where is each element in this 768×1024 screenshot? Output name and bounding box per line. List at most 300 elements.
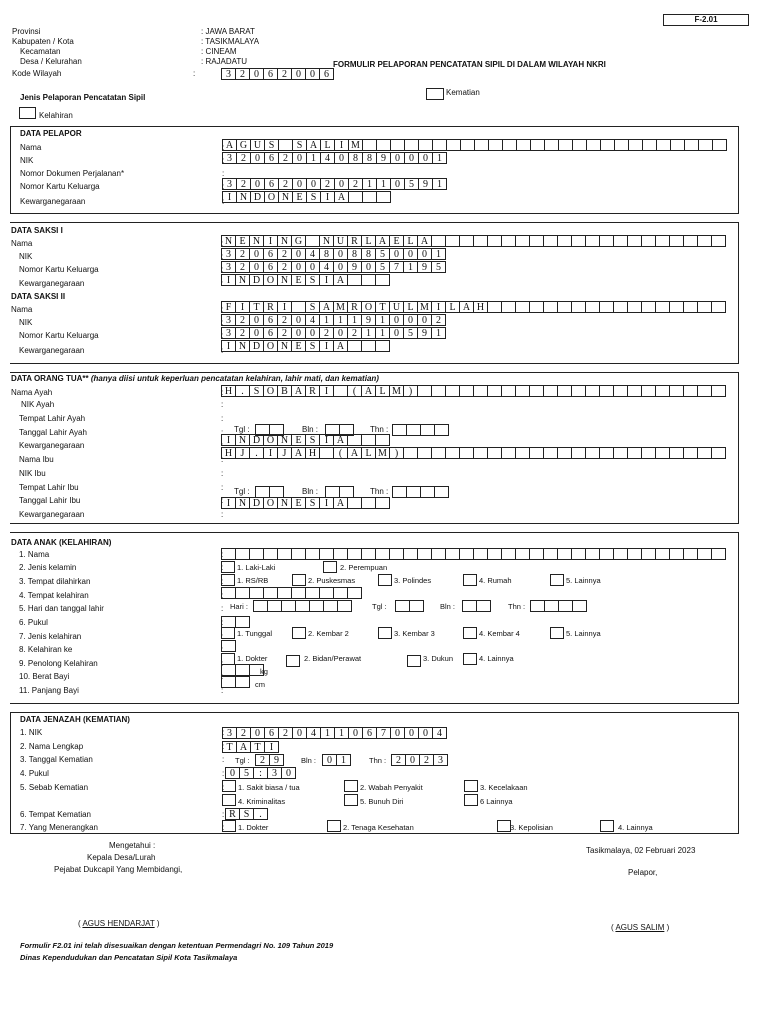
char-cell[interactable]: 5 <box>432 261 446 273</box>
char-cell[interactable]: 9 <box>419 178 433 190</box>
char-cell[interactable] <box>698 447 712 459</box>
char-cell[interactable]: T <box>250 301 264 313</box>
char-cell[interactable]: S <box>293 139 307 151</box>
char-cell[interactable]: 4 <box>321 152 335 164</box>
char-cell[interactable]: 2 <box>278 314 292 326</box>
char-cell[interactable] <box>474 548 488 560</box>
char-cell[interactable] <box>517 139 531 151</box>
char-cell[interactable]: M <box>334 301 348 313</box>
char-cell[interactable]: S <box>306 274 320 286</box>
sebab-lainnya-box[interactable] <box>464 794 478 806</box>
char-cell[interactable]: 2 <box>348 327 362 339</box>
char-cell[interactable]: 0 <box>306 327 320 339</box>
char-cell[interactable]: 0 <box>292 261 306 273</box>
char-cell[interactable] <box>376 548 390 560</box>
char-cell[interactable] <box>279 139 293 151</box>
char-cell[interactable]: 6 <box>264 261 278 273</box>
char-cell[interactable]: J <box>278 447 292 459</box>
char-cell[interactable]: 6 <box>264 248 278 260</box>
char-cell[interactable]: 3 <box>223 727 237 739</box>
char-cell[interactable]: 0 <box>419 152 433 164</box>
char-cell[interactable]: I <box>264 235 278 247</box>
jenis-kembar4-box[interactable] <box>463 627 477 639</box>
menerangkan-polisi-box[interactable] <box>497 820 511 832</box>
char-cell[interactable]: I <box>320 385 334 397</box>
char-cell[interactable] <box>628 301 642 313</box>
char-cell[interactable] <box>407 486 421 498</box>
char-cell[interactable]: R <box>306 385 320 397</box>
char-cell[interactable] <box>698 235 712 247</box>
char-cell[interactable]: 2 <box>236 314 250 326</box>
char-cell[interactable]: T <box>376 301 390 313</box>
char-cell[interactable]: M <box>418 301 432 313</box>
char-cell[interactable]: D <box>250 274 264 286</box>
char-cell[interactable] <box>614 447 628 459</box>
char-cell[interactable]: 8 <box>363 152 377 164</box>
penolong-lainnya-box[interactable] <box>463 653 477 665</box>
char-cell[interactable]: T <box>251 741 265 753</box>
nama-ayah-field[interactable] <box>221 385 726 397</box>
char-cell[interactable]: 8 <box>362 248 376 260</box>
berat-bayi-field[interactable] <box>221 664 264 676</box>
pelapor-nama-field[interactable] <box>222 139 727 151</box>
char-cell[interactable] <box>489 139 503 151</box>
char-cell[interactable]: 2 <box>237 178 251 190</box>
char-cell[interactable] <box>488 235 502 247</box>
char-cell[interactable] <box>530 385 544 397</box>
char-cell[interactable] <box>391 139 405 151</box>
char-cell[interactable] <box>558 235 572 247</box>
char-cell[interactable] <box>334 548 348 560</box>
char-cell[interactable]: D <box>251 191 265 203</box>
jenis-kembar2-box[interactable] <box>292 627 306 639</box>
char-cell[interactable] <box>488 447 502 459</box>
char-cell[interactable]: 0 <box>307 178 321 190</box>
char-cell[interactable] <box>396 600 410 612</box>
char-cell[interactable]: 8 <box>349 152 363 164</box>
char-cell[interactable]: 1 <box>432 248 446 260</box>
char-cell[interactable] <box>376 434 390 446</box>
char-cell[interactable]: O <box>264 497 278 509</box>
panjang-bayi-field[interactable] <box>221 676 250 688</box>
char-cell[interactable]: 6 <box>264 314 278 326</box>
char-cell[interactable] <box>264 548 278 560</box>
char-cell[interactable]: I <box>222 274 236 286</box>
char-cell[interactable]: N <box>236 497 250 509</box>
saksi1-nama-field[interactable] <box>221 235 726 247</box>
char-cell[interactable] <box>362 434 376 446</box>
char-cell[interactable] <box>236 676 250 688</box>
char-cell[interactable] <box>670 385 684 397</box>
char-cell[interactable] <box>531 139 545 151</box>
char-cell[interactable]: . <box>254 808 268 820</box>
char-cell[interactable] <box>405 139 419 151</box>
char-cell[interactable]: I <box>222 340 236 352</box>
char-cell[interactable]: F <box>222 301 236 313</box>
char-cell[interactable]: . <box>236 385 250 397</box>
char-cell[interactable]: N <box>278 497 292 509</box>
char-cell[interactable]: O <box>264 274 278 286</box>
char-cell[interactable]: 6 <box>363 727 377 739</box>
char-cell[interactable]: A <box>292 447 306 459</box>
char-cell[interactable] <box>393 486 407 498</box>
char-cell[interactable] <box>348 340 362 352</box>
sebab-sakit-box[interactable] <box>222 780 236 792</box>
char-cell[interactable]: O <box>264 340 278 352</box>
char-cell[interactable] <box>407 424 421 436</box>
tempat-puskesmas-box[interactable] <box>292 574 306 586</box>
char-cell[interactable]: N <box>250 235 264 247</box>
char-cell[interactable]: 9 <box>348 261 362 273</box>
char-cell[interactable]: 0 <box>251 178 265 190</box>
char-cell[interactable]: G <box>292 235 306 247</box>
char-cell[interactable] <box>670 301 684 313</box>
char-cell[interactable]: 4 <box>306 314 320 326</box>
char-cell[interactable] <box>320 447 334 459</box>
char-cell[interactable] <box>264 587 278 599</box>
char-cell[interactable]: 4 <box>306 248 320 260</box>
jk-perempuan-box[interactable] <box>323 561 337 573</box>
char-cell[interactable] <box>642 301 656 313</box>
char-cell[interactable] <box>349 191 363 203</box>
char-cell[interactable] <box>376 340 390 352</box>
char-cell[interactable]: 0 <box>390 248 404 260</box>
kode-wilayah-grid[interactable] <box>221 68 334 80</box>
char-cell[interactable] <box>463 600 477 612</box>
char-cell[interactable]: A <box>334 434 348 446</box>
char-cell[interactable] <box>628 235 642 247</box>
char-cell[interactable]: 0 <box>293 178 307 190</box>
char-cell[interactable]: N <box>237 191 251 203</box>
penolong-dukun-box[interactable] <box>407 655 421 667</box>
char-cell[interactable] <box>446 235 460 247</box>
char-cell[interactable]: T <box>223 741 237 753</box>
char-cell[interactable] <box>363 191 377 203</box>
char-cell[interactable]: 9 <box>362 314 376 326</box>
char-cell[interactable] <box>292 587 306 599</box>
char-cell[interactable]: 5 <box>376 261 390 273</box>
char-cell[interactable] <box>684 301 698 313</box>
char-cell[interactable] <box>601 139 615 151</box>
char-cell[interactable]: ) <box>404 385 418 397</box>
char-cell[interactable] <box>614 301 628 313</box>
char-cell[interactable]: N <box>222 235 236 247</box>
char-cell[interactable] <box>502 385 516 397</box>
char-cell[interactable] <box>615 139 629 151</box>
char-cell[interactable]: 6 <box>264 68 278 80</box>
char-cell[interactable] <box>544 548 558 560</box>
char-cell[interactable]: 1 <box>377 178 391 190</box>
char-cell[interactable] <box>222 587 236 599</box>
char-cell[interactable]: U <box>390 301 404 313</box>
saksi1-nik-field[interactable] <box>221 248 446 260</box>
char-cell[interactable]: N <box>236 340 250 352</box>
char-cell[interactable]: 9 <box>377 152 391 164</box>
char-cell[interactable] <box>545 139 559 151</box>
char-cell[interactable] <box>362 548 376 560</box>
char-cell[interactable] <box>600 385 614 397</box>
char-cell[interactable] <box>222 548 236 560</box>
char-cell[interactable] <box>643 139 657 151</box>
char-cell[interactable]: 2 <box>321 178 335 190</box>
anak-nama-field[interactable] <box>221 548 726 560</box>
jenazah-nama-field[interactable] <box>222 741 279 753</box>
char-cell[interactable]: 2 <box>278 248 292 260</box>
char-cell[interactable] <box>600 235 614 247</box>
char-cell[interactable]: L <box>446 301 460 313</box>
char-cell[interactable] <box>502 548 516 560</box>
char-cell[interactable]: 1 <box>433 178 447 190</box>
penolong-bidan-box[interactable] <box>286 655 300 667</box>
char-cell[interactable] <box>222 664 236 676</box>
char-cell[interactable] <box>447 139 461 151</box>
tempat-rumah-box[interactable] <box>463 574 477 586</box>
char-cell[interactable] <box>642 235 656 247</box>
char-cell[interactable] <box>236 587 250 599</box>
char-cell[interactable] <box>558 385 572 397</box>
char-cell[interactable] <box>362 340 376 352</box>
char-cell[interactable] <box>419 139 433 151</box>
char-cell[interactable]: I <box>236 301 250 313</box>
char-cell[interactable]: 0 <box>404 248 418 260</box>
char-cell[interactable] <box>236 664 250 676</box>
char-cell[interactable]: 3 <box>268 767 282 779</box>
char-cell[interactable]: R <box>348 301 362 313</box>
char-cell[interactable]: O <box>265 191 279 203</box>
char-cell[interactable] <box>600 301 614 313</box>
nama-ibu-field[interactable] <box>221 447 726 459</box>
char-cell[interactable]: I <box>321 191 335 203</box>
wn-ibu-field[interactable] <box>221 497 390 509</box>
char-cell[interactable]: D <box>250 497 264 509</box>
char-cell[interactable]: 0 <box>335 178 349 190</box>
pelapor-nik-field[interactable] <box>222 152 447 164</box>
char-cell[interactable] <box>586 385 600 397</box>
char-cell[interactable]: 2 <box>237 152 251 164</box>
char-cell[interactable]: O <box>362 301 376 313</box>
char-cell[interactable]: 1 <box>307 152 321 164</box>
char-cell[interactable]: 0 <box>292 248 306 260</box>
char-cell[interactable] <box>421 486 435 498</box>
char-cell[interactable] <box>698 548 712 560</box>
char-cell[interactable] <box>278 548 292 560</box>
saksi1-wn-field[interactable] <box>221 274 390 286</box>
char-cell[interactable]: M <box>349 139 363 151</box>
char-cell[interactable]: 0 <box>349 727 363 739</box>
char-cell[interactable]: 9 <box>418 261 432 273</box>
char-cell[interactable]: A <box>362 385 376 397</box>
char-cell[interactable]: 5 <box>376 248 390 260</box>
char-cell[interactable] <box>310 600 324 612</box>
char-cell[interactable]: 0 <box>334 261 348 273</box>
char-cell[interactable]: 6 <box>265 152 279 164</box>
char-cell[interactable]: S <box>307 191 321 203</box>
char-cell[interactable]: N <box>278 340 292 352</box>
char-cell[interactable]: 0 <box>391 727 405 739</box>
jenazah-bln-field[interactable] <box>322 754 351 766</box>
char-cell[interactable] <box>432 447 446 459</box>
char-cell[interactable]: 1 <box>320 314 334 326</box>
char-cell[interactable]: A <box>335 191 349 203</box>
char-cell[interactable] <box>432 235 446 247</box>
char-cell[interactable]: E <box>292 274 306 286</box>
char-cell[interactable] <box>460 235 474 247</box>
char-cell[interactable] <box>628 447 642 459</box>
char-cell[interactable]: 1 <box>337 754 351 766</box>
char-cell[interactable]: 8 <box>320 248 334 260</box>
char-cell[interactable]: 0 <box>250 314 264 326</box>
char-cell[interactable] <box>460 548 474 560</box>
tgl-ibu-thn-field[interactable] <box>392 486 449 498</box>
char-cell[interactable]: A <box>223 139 237 151</box>
char-cell[interactable]: 0 <box>292 327 306 339</box>
char-cell[interactable] <box>586 235 600 247</box>
char-cell[interactable] <box>614 385 628 397</box>
char-cell[interactable]: 1 <box>376 327 390 339</box>
char-cell[interactable]: A <box>418 235 432 247</box>
char-cell[interactable] <box>614 548 628 560</box>
char-cell[interactable] <box>377 191 391 203</box>
char-cell[interactable] <box>296 600 310 612</box>
char-cell[interactable] <box>516 235 530 247</box>
char-cell[interactable]: 2 <box>236 261 250 273</box>
char-cell[interactable]: 2 <box>320 327 334 339</box>
char-cell[interactable] <box>712 548 726 560</box>
char-cell[interactable]: S <box>306 340 320 352</box>
char-cell[interactable]: 3 <box>222 68 236 80</box>
char-cell[interactable]: I <box>432 301 446 313</box>
char-cell[interactable] <box>278 587 292 599</box>
char-cell[interactable]: 8 <box>348 248 362 260</box>
char-cell[interactable] <box>600 447 614 459</box>
char-cell[interactable]: 0 <box>293 152 307 164</box>
char-cell[interactable] <box>418 548 432 560</box>
char-cell[interactable] <box>250 548 264 560</box>
char-cell[interactable]: 3 <box>222 261 236 273</box>
char-cell[interactable]: U <box>334 235 348 247</box>
char-cell[interactable]: 0 <box>334 327 348 339</box>
char-cell[interactable] <box>324 600 338 612</box>
char-cell[interactable]: 6 <box>265 727 279 739</box>
char-cell[interactable] <box>684 548 698 560</box>
char-cell[interactable]: 4 <box>433 727 447 739</box>
jk-laki-box[interactable] <box>221 561 235 573</box>
char-cell[interactable]: N <box>278 235 292 247</box>
saksi2-kk-field[interactable] <box>221 327 446 339</box>
char-cell[interactable]: S <box>306 497 320 509</box>
char-cell[interactable] <box>586 447 600 459</box>
char-cell[interactable] <box>656 385 670 397</box>
char-cell[interactable] <box>545 600 559 612</box>
char-cell[interactable]: L <box>362 235 376 247</box>
char-cell[interactable]: 1 <box>432 327 446 339</box>
char-cell[interactable]: E <box>292 340 306 352</box>
sebab-bunuh-diri-box[interactable] <box>344 794 358 806</box>
char-cell[interactable]: 0 <box>391 152 405 164</box>
char-cell[interactable]: R <box>348 235 362 247</box>
char-cell[interactable] <box>236 616 250 628</box>
char-cell[interactable] <box>684 235 698 247</box>
char-cell[interactable]: 0 <box>418 314 432 326</box>
jenazah-tgl-field[interactable] <box>255 754 284 766</box>
pelapor-wn-field[interactable] <box>222 191 391 203</box>
char-cell[interactable]: 4 <box>307 727 321 739</box>
char-cell[interactable]: 0 <box>391 178 405 190</box>
char-cell[interactable]: I <box>222 434 236 446</box>
char-cell[interactable]: N <box>320 235 334 247</box>
char-cell[interactable]: 0 <box>335 152 349 164</box>
char-cell[interactable]: ) <box>390 447 404 459</box>
char-cell[interactable]: 0 <box>362 261 376 273</box>
char-cell[interactable]: 2 <box>236 327 250 339</box>
char-cell[interactable] <box>530 447 544 459</box>
char-cell[interactable]: 2 <box>279 178 293 190</box>
char-cell[interactable] <box>460 385 474 397</box>
char-cell[interactable] <box>685 139 699 151</box>
pelapor-kk-field[interactable] <box>222 178 447 190</box>
char-cell[interactable]: G <box>237 139 251 151</box>
char-cell[interactable]: 2 <box>349 178 363 190</box>
char-cell[interactable] <box>572 447 586 459</box>
char-cell[interactable] <box>544 447 558 459</box>
char-cell[interactable] <box>377 139 391 151</box>
char-cell[interactable]: ( <box>334 447 348 459</box>
char-cell[interactable]: 4 <box>320 261 334 273</box>
char-cell[interactable]: S <box>265 139 279 151</box>
char-cell[interactable]: E <box>390 235 404 247</box>
char-cell[interactable]: 2 <box>392 754 406 766</box>
char-cell[interactable] <box>421 424 435 436</box>
char-cell[interactable]: D <box>250 434 264 446</box>
char-cell[interactable]: 2 <box>236 248 250 260</box>
char-cell[interactable]: 0 <box>226 767 240 779</box>
char-cell[interactable]: 6 <box>265 178 279 190</box>
char-cell[interactable]: L <box>362 447 376 459</box>
char-cell[interactable] <box>544 385 558 397</box>
char-cell[interactable] <box>376 497 390 509</box>
char-cell[interactable]: 2 <box>278 261 292 273</box>
char-cell[interactable]: 1 <box>362 327 376 339</box>
char-cell[interactable] <box>363 139 377 151</box>
sebab-kecelakaan-box[interactable] <box>464 780 478 792</box>
char-cell[interactable] <box>433 139 447 151</box>
char-cell[interactable] <box>530 548 544 560</box>
char-cell[interactable]: I <box>335 139 349 151</box>
char-cell[interactable]: 0 <box>323 754 337 766</box>
char-cell[interactable]: 1 <box>376 314 390 326</box>
char-cell[interactable]: 0 <box>250 248 264 260</box>
char-cell[interactable] <box>712 235 726 247</box>
char-cell[interactable] <box>516 301 530 313</box>
char-cell[interactable] <box>418 385 432 397</box>
char-cell[interactable]: 1 <box>348 314 362 326</box>
char-cell[interactable] <box>446 548 460 560</box>
char-cell[interactable] <box>404 447 418 459</box>
char-cell[interactable] <box>320 548 334 560</box>
char-cell[interactable]: 1 <box>335 727 349 739</box>
char-cell[interactable] <box>572 301 586 313</box>
char-cell[interactable]: I <box>264 447 278 459</box>
char-cell[interactable]: 2 <box>420 754 434 766</box>
char-cell[interactable]: 3 <box>222 314 236 326</box>
char-cell[interactable]: L <box>321 139 335 151</box>
char-cell[interactable] <box>446 385 460 397</box>
char-cell[interactable] <box>475 139 489 151</box>
char-cell[interactable]: 0 <box>418 248 432 260</box>
menerangkan-nakes-box[interactable] <box>327 820 341 832</box>
char-cell[interactable]: I <box>265 741 279 753</box>
char-cell[interactable] <box>432 385 446 397</box>
